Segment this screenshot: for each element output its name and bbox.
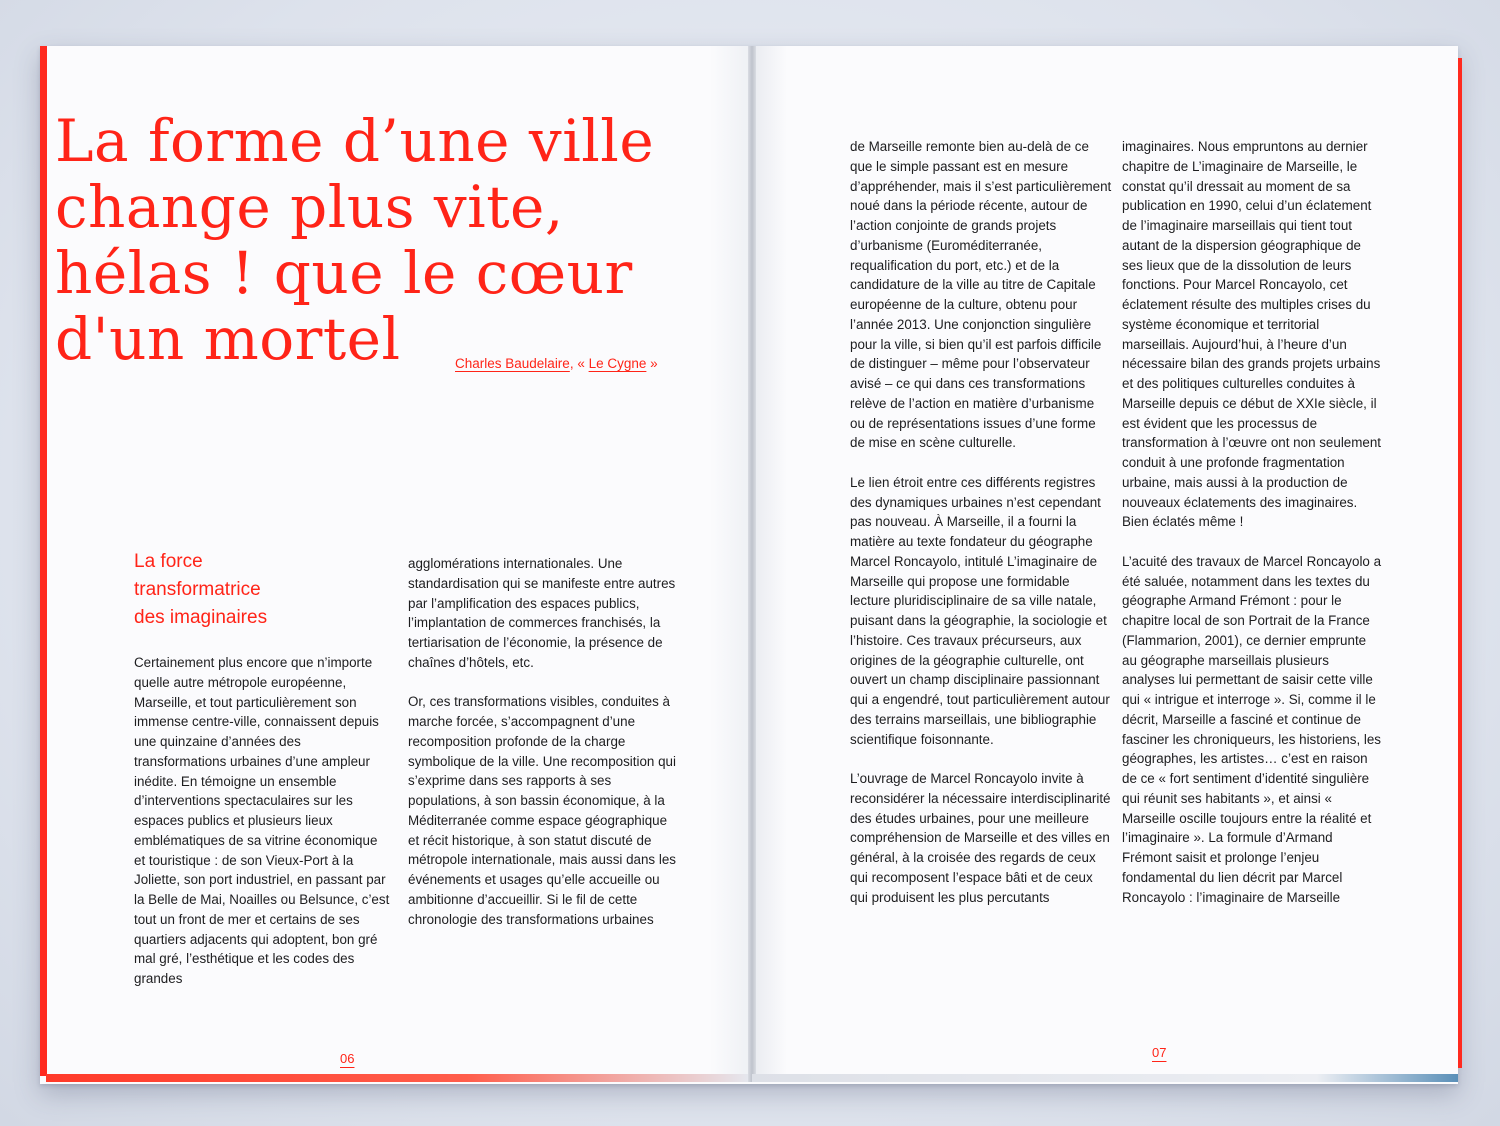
body-paragraph: L’acuité des travaux de Marcel Roncayolo a été saluée, notamment dans les textes du géographe Armand Frémont : pour le chapitre local de son Portrait de la France (Flammarion, 2001), ce dernier emprunte au géographe marseillais plusieurs analyses lui permettant de saisir cette ville qui « intrigue et interroge ». Si, comme il le décrit, Marseille a fasciné et continue de fasciner les chroniqueurs, les historiens, les géographes, les artistes… c’est en raison de ce « fort sentiment d’identité singulière qui réunit ses habitants », et ainsi « Marseille oscille toujours entre la réalité et l’imaginaire ». La formule d’Armand Frémont saisit et prolonge l’enjeu fondamental du lien décrit par Marcel Roncayolo : l’imaginaire de Marseille [1122,553,1382,905]
left-text-column-1 [134,653,392,989]
headline-line: change plus vite, [55,173,564,241]
body-paragraph: L’ouvrage de Marcel Roncayolo invite à reconsidérer la nécessaire interdisciplinarité des études urbaines, pour une meilleure compréhension de Marseille et des villes en général, à la croisée des regards de ceux qui recomposent l’espace bâti et de ceux qui produisent les plus percutants [850,771,1111,905]
attribution-closing: » [646,356,658,371]
subhead-line: La force [134,551,203,572]
right-page [752,46,1458,1076]
headline [55,108,715,372]
headline-line: hélas ! que le cœur [55,239,633,307]
body-paragraph: agglomérations internationales. Une standardisation qui se manifeste entre autres par l’amplification des espaces publics, l’implantation de commerces franchisés, la tertiarisation de l’économie, la présence de chaînes d’hôtels, etc. [408,556,676,670]
body-paragraph: Or, ces transformations visibles, conduites à marche forcée, s’accompagnent d’une recomposition profonde de la charge symbolique de la ville. Une recomposition qui s’exprime dans ses rapports à ses populations, à son bassin économique, à la Méditerranée comme espace géographique et récit historique, à son statut discuté de métropole internationale, mais aussi dans les événements et usages qu’elle accueille ou ambitionne d’accueillir. Si le fil de cette chronologie des transformations urbaines [408,694,676,927]
spine-gutter [748,46,756,1082]
page-number-left: 06 [340,1051,355,1066]
headline-line: La forme d’une ville [55,107,655,175]
body-paragraph: de Marseille remonte bien au-delà de ce que le simple passant est en mesure d’appréhender, mais il s’est particulièrement noué dans la période récente, autour de l’action conjointe de grands projets d’urbanisme (Euroméditerranée, requalification du port, etc.) et de la candidature de la ville au titre de Capitale européenne de la culture, obtenu pour l’année 2013. Une conjonction singulière pour la ville, si bien qu’il est parfois difficile de distinguer – même pour l’observateur avisé – ce qui dans ces transformations relève de l’action en matière d’urbanisme ou de représentations issues d’une forme de mise en scène culturelle. [850,139,1112,451]
magazine-spread [40,46,1458,1084]
quote-attribution [455,356,658,371]
section-subhead [134,548,354,632]
body-paragraph: Certainement plus encore que n’importe quelle autre métropole européenne, Marseille, et tout particulièrement son immense centre-ville, connaissent depuis une quinzaine d’années des transformations urbaines d’une ampleur inédite. En témoigne un ensemble d’interventions spectaculaires sur les espaces publics et plusieurs lieux emblématiques de sa vitrine économique et touristique : de son Vieux-Port à la Joliette, son port industriel, en passant par la Belle de Mai, Noailles ou Belsunce, c’est tout un front de mer et certains de ses quartiers adjacents qui adoptent, bon gré mal gré, l’esthétique et les codes des grandes [134,655,390,986]
subhead-line: transformatrice [134,579,261,600]
right-text-column-1 [850,137,1112,907]
attribution-separator: , « [569,356,589,371]
body-paragraph: Le lien étroit entre ces différents registres des dynamiques urbaines n’est cependant pas nouveau. À Marseille, il a fourni la matière au texte fondateur du géographe Marcel Roncayolo, intitulé L’imaginaire de Marseille qui propose une formidable lecture pluridisciplinaire de sa ville natale, puisant dans la géographie, la sociologie et l’histoire. Ces travaux précurseurs, aux origines de la géographie culturelle, ont ouvert un champ disciplinaire passionnant qui a engendré, tout particulièrement autour des terrains marseillais, une bibliographie scientifique foisonnante. [850,474,1110,747]
left-text-column-2 [408,554,678,929]
headline-line: d'un mortel [55,305,401,373]
left-page [40,46,752,1076]
page-edge-left [46,1074,748,1082]
page-edge-right [752,1074,1458,1082]
attribution-work: Le Cygne [588,356,647,371]
subhead-line: des imaginaires [134,607,268,628]
right-text-column-2 [1122,137,1384,907]
body-paragraph: imaginaires. Nous empruntons au dernier chapitre de L’imaginaire de Marseille, le constat qu’il dressait au moment de sa publication en 1990, celui d’un éclatement de l’imaginaire marseillais qui tient tout autant de la dispersion géographique de ses lieux que de la dissolution de leurs fonctions. Pour Marcel Roncayolo, cet éclatement résulte des multiples crises du système économique et territorial marseillais. Aujourd’hui, à l’heure d’un nécessaire bilan des grands projets urbains et des politiques culturelles conduites à Marseille depuis ce début de XXIe siècle, il est évident que les processus de transformation à l’œuvre ont non seulement conduit à une profonde fragmentation urbaine, mais aussi à la production de nouveaux éclatements des imaginaires. Bien éclatés même ! [1122,139,1382,530]
attribution-author: Charles Baudelaire [455,356,570,371]
page-number-right: 07 [1152,1045,1167,1060]
